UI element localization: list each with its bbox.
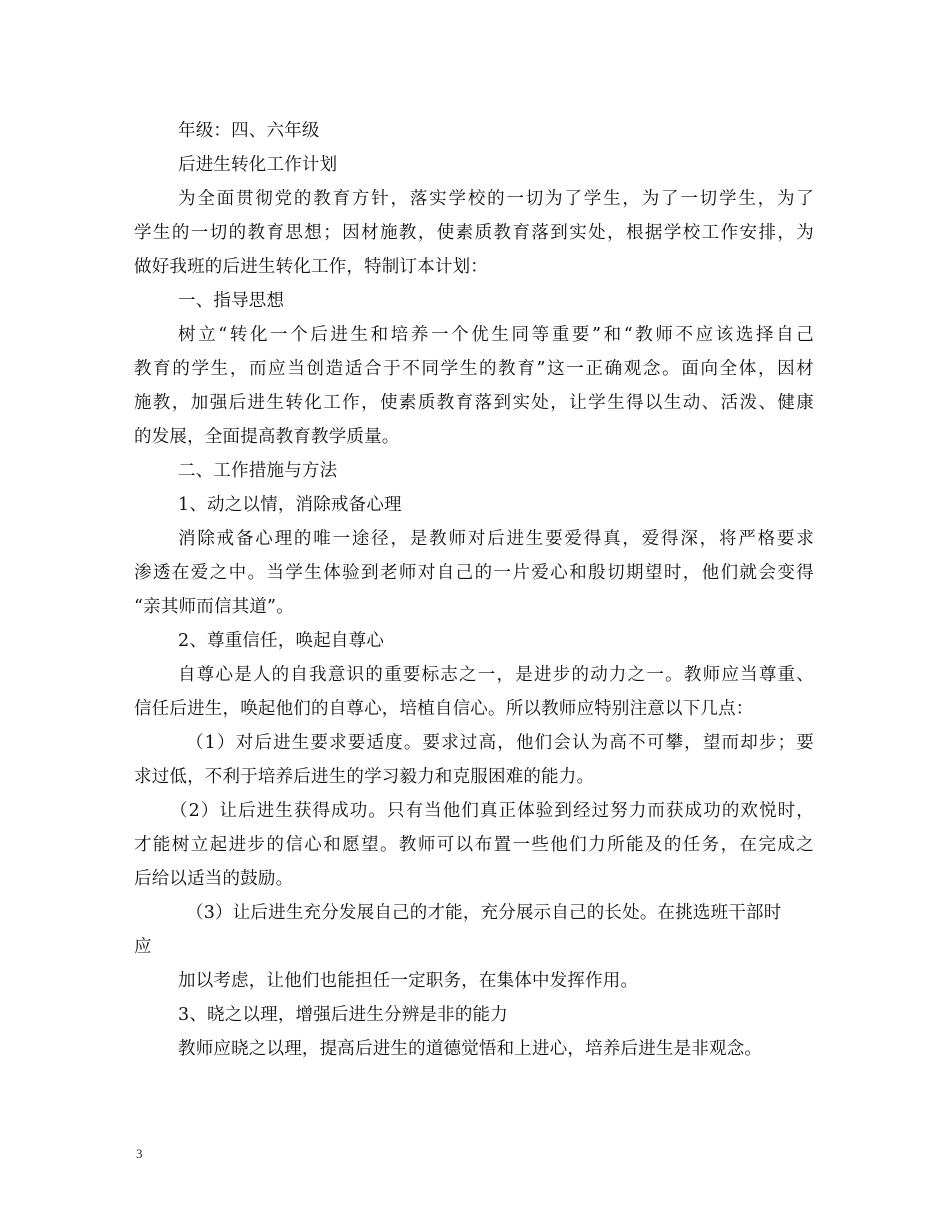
point-2-line: 后给以适当的鼓励。 [134,869,294,889]
document-body [134,114,814,1066]
reasoning-paragraph-line: 教师应晓之以理，提高后进生的道德觉悟和上进心，培养后进生是非观念。 [178,1039,763,1059]
measure-paragraph-line: “亲其师而信其道”。 [134,597,294,617]
point-1-line: （1）对后进生要求要适度。要求过高，他们会认为高不可攀，望而却步；要 [186,733,814,753]
subsection-heading: 2、尊重信任，唤起自尊心 [178,631,385,651]
page-number: 3 [136,1146,143,1161]
point-3-line: （3）让后进生充分发展自己的才能，充分展示自己的长处。在挑选班干部时 [186,903,782,923]
point-1-line: 求过低，不利于培养后进生的学习毅力和克服困难的能力。 [134,767,595,787]
respect-paragraph-line: 信任后进生，唤起他们的自尊心，培植自信心。所以教师应特别注意以下几点： [134,699,754,719]
guiding-paragraph-line: 教育的学生，而应当创造适合于不同学生的教育”这一正确观念。面向全体，因材 [134,359,814,379]
intro-paragraph-line: 学生的一切的教育思想；因材施教，使素质教育落到实处，根据学校工作安排，为 [134,223,814,243]
subsection-heading: 1、动之以情，消除戒备心理 [178,495,402,515]
point-2-line: 才能树立起进步的信心和愿望。教师可以布置一些他们力所能及的任务，在完成之 [134,835,814,855]
respect-paragraph-line: 自尊心是人的自我意识的重要标志之一，是进步的动力之一。教师应当尊重、 [178,665,814,685]
section-heading: 一、指导思想 [178,291,285,311]
section-heading: 二、工作措施与方法 [178,461,338,481]
document-title: 后进生转化工作计划 [178,155,338,175]
guiding-paragraph-line: 的发展，全面提高教育教学质量。 [134,427,400,447]
measure-paragraph-line: 渗透在爱之中。当学生体验到老师对自己的一片爱心和殷切期望时，他们就会变得 [134,563,814,583]
intro-paragraph-line: 为全面贯彻党的教育方针，落实学校的一切为了学生，为了一切学生，为了 [178,189,814,209]
guiding-paragraph-line: 施教，加强后进生转化工作，使素质教育落到实处，让学生得以生动、活泼、健康 [134,393,814,413]
measure-paragraph-line: 消除戒备心理的唯一途径，是教师对后进生要爱得真，爱得深，将严格要求 [178,529,814,549]
point-3-line: 加以考虑，让他们也能担任一定职务，在集体中发挥作用。 [178,971,639,991]
point-2-line: （2）让后进生获得成功。只有当他们真正体验到经过努力而获成功的欢悦时， [170,801,814,821]
point-3-line: 应 [134,937,152,957]
guiding-paragraph-line: 树立“转化一个后进生和培养一个优生同等重要”和“教师不应该选择自己 [178,325,814,345]
subsection-heading: 3、晓之以理，增强后进生分辨是非的能力 [178,1005,508,1025]
grade-line: 年级：四、六年级 [178,121,320,141]
intro-paragraph-line: 做好我班的后进生转化工作，特制订本计划： [134,257,488,277]
